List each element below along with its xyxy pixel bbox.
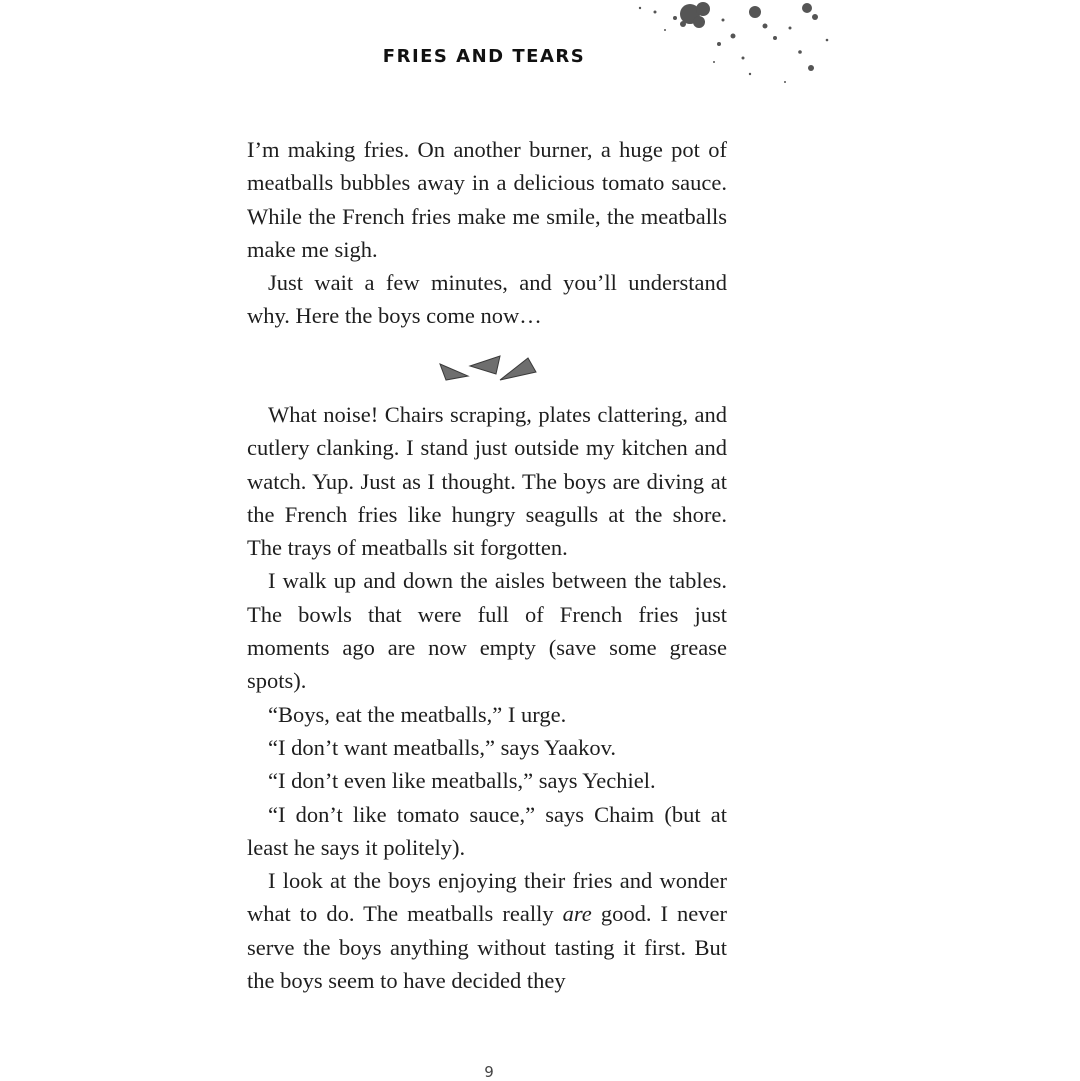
- text-section-2: [247, 398, 727, 997]
- paragraph: I’m making fries. On another burner, a huge pot of meatballs bubbles away in a delicious tomato sauce. While the French fries make me smile, the meatballs make me sigh.: [247, 137, 727, 262]
- three-fries-divider-icon: [438, 350, 540, 384]
- paragraph: Just wait a few minutes, and you’ll understand why. Here the boys come now…: [247, 270, 727, 329]
- paragraph: “I don’t want meatballs,” says Yaakov.: [268, 734, 617, 760]
- paragraph: “I don’t even like meatballs,” says Yechiel.: [268, 768, 656, 794]
- emphasis-text: are: [562, 901, 592, 927]
- paragraph-text: I look at the boys enjoying their fries and wonder what to do. The meatballs really: [247, 868, 727, 927]
- paragraph: “I don’t like tomato sauce,” says Chaim (but at least he says it politely).: [247, 801, 727, 860]
- paragraph: [247, 864, 727, 997]
- paragraph: “Boys, eat the meatballs,” I urge.: [268, 701, 567, 727]
- paragraph: I walk up and down the aisles between the tables. The bowls that were full of French fries just moments ago are now empty (save some grease spots).: [247, 568, 727, 694]
- paragraph: What noise! Chairs scraping, plates clattering, and cutlery clanking. I stand just outside my kitchen and watch. Yup. Just as I thought. The boys are diving at the French fries like hungry seagulls at the shore. The trays of meatballs sit forgotten.: [247, 402, 727, 561]
- text-section-1: [247, 133, 727, 333]
- page-number: 9: [484, 1063, 494, 1081]
- running-head: FRIES AND TEARS: [382, 46, 586, 67]
- paragraph-text: good. I never serve the boys anything without tasting it first. But the boys seem to have decided they: [247, 901, 727, 994]
